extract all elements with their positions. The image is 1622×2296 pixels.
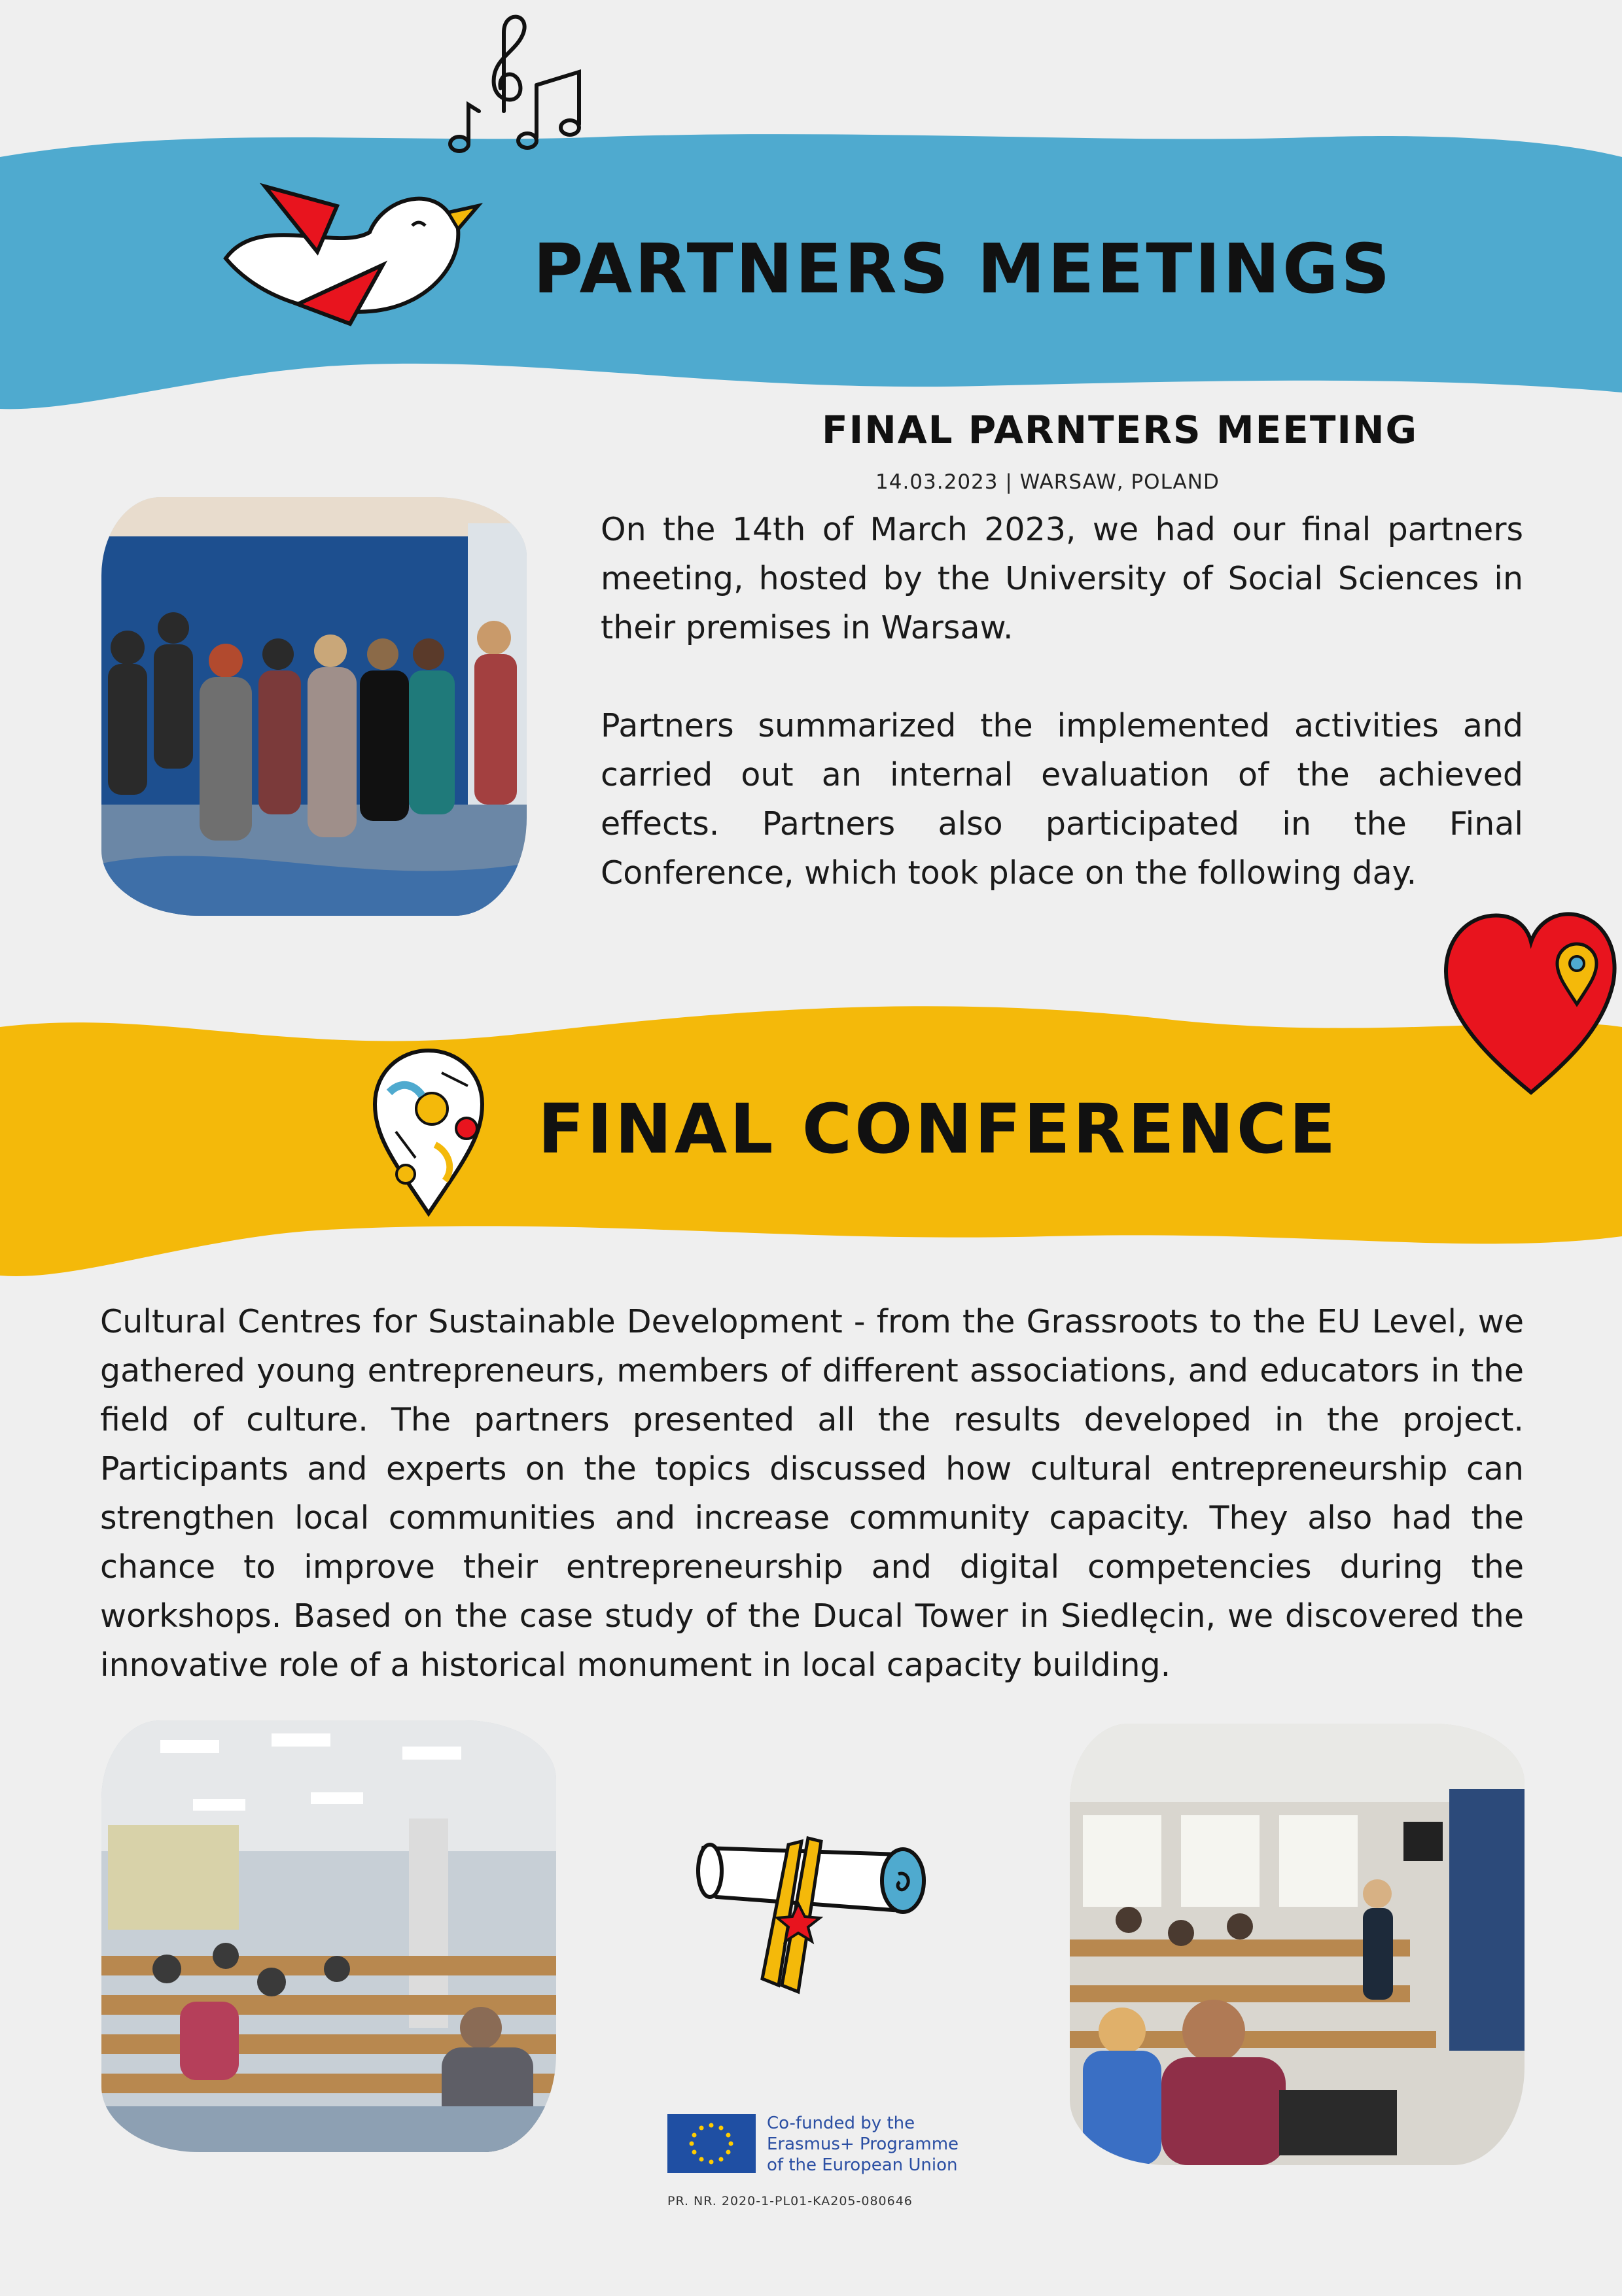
music-notes-icon [438,7,608,170]
project-number: PR. NR. 2020-1-PL01-KA205-080646 [667,2194,913,2208]
eu-flag-icon [667,2114,756,2173]
eu-funding-text [767,2113,959,2176]
section2-title: FINAL CONFERENCE [538,1089,1339,1169]
meeting-meta: 14.03.2023 | WARSAW, POLAND [875,470,1220,494]
partners-group-photo [101,497,527,916]
heart-pin-icon [1439,906,1622,1102]
eu-line-3: of the European Union [767,2155,958,2175]
meeting-paragraph-1: On the 14th of March 2023, we had our final partners meeting, hosted by the University of Social Sciences in their premises in Warsaw. [601,511,1523,646]
map-pin-illustration-icon [370,1047,487,1217]
conference-paragraph: Cultural Centres for Sustainable Development - from the Grassroots to the EU Level, we gathered young entrepreneurs, members of different associations, and educators in the field of culture. The partners presented all the results developed in the project. Participants and experts on the topics discussed how cultural entrepreneurship can strengthen local communities and increase community capacity. They also had the chance to improve their entrepreneurship and digital competencies during the workshops. Based on the case study of the Ducal Tower in Siedlęcin, we discovered the innovative role of a historical monument in local capacity building. [100,1303,1524,1684]
conference-photo-left [101,1720,556,2152]
section1-title: PARTNERS MEETINGS [533,229,1393,309]
conference-photo-right [1070,1724,1525,2165]
meeting-paragraph-2: Partners summarized the implemented activities and carried out an internal evaluation of the achieved effects. Partners also participated in the Final Conference, which took place on the following day. [601,707,1523,892]
meeting-subtitle: FINAL PARNTERS MEETING [822,408,1419,452]
eu-line-1: Co-funded by the [767,2113,915,2133]
bird-icon [219,173,494,330]
diploma-scroll-icon [690,1822,932,1998]
eu-line-2: Erasmus+ Programme [767,2134,959,2154]
